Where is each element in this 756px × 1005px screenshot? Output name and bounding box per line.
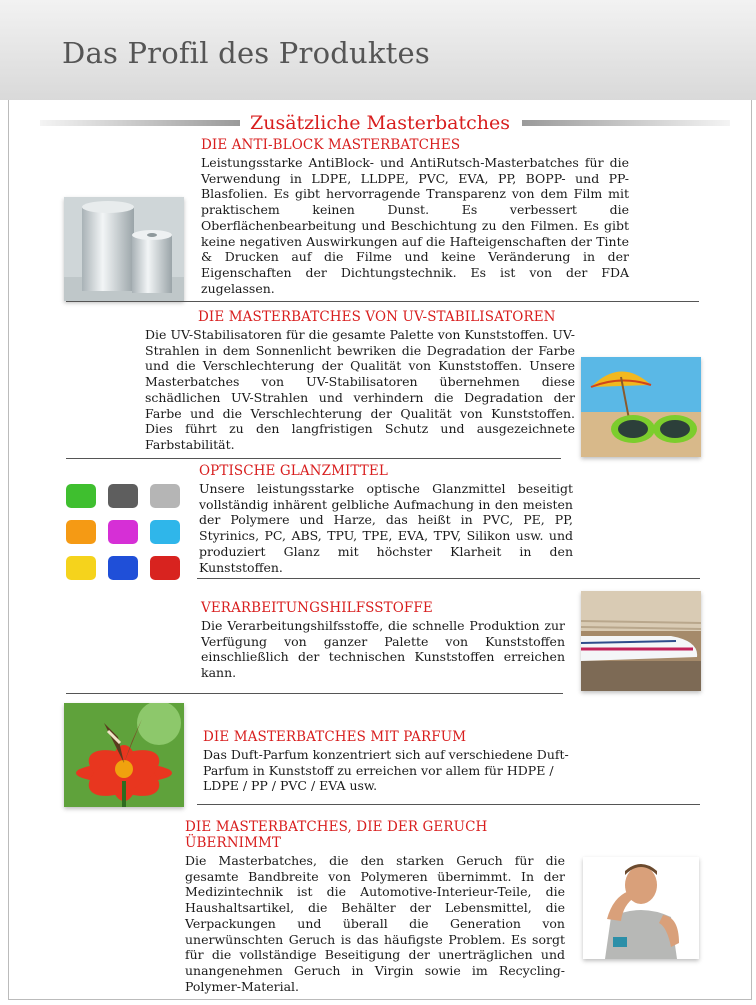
divider (66, 458, 561, 459)
section-title: DIE MASTERBATCHES VON UV-STABILISATOREN (198, 309, 556, 325)
section-banner (40, 112, 730, 134)
banner-bar-left (40, 120, 240, 126)
section-verarbeitungshilfsstoffe (201, 600, 565, 681)
section-title: VERARBEITUNGSHILFSSTOFFE (201, 600, 433, 616)
page-header (0, 0, 756, 100)
man-holding-nose-image (583, 857, 699, 959)
section-text: Leistungsstarke AntiBlock- und AntiRutsch-Masterbatches für die Verwendung in LDPE, LLDPE, PVC, EVA, PP, BOPP- und PP-Blasfolien. Es gibt hervorragende Transparenz von dem Film mit praktischem keinen Dunst. Es verbessert die Oberflächenbearbeitung und Beschichtung zu den Filmen. Es gibt keine negativen Auswirkungen auf die Hafteigenschaften der Tinte & Drucken auf die Filme und keine Veränderung in der Eigenschaften der Dichtungstechnik. Es ist von der FDA zugelassen. (201, 155, 629, 296)
section-uv-stabilisatoren (145, 309, 575, 453)
section-title: OPTISCHE GLANZMITTEL (199, 463, 388, 479)
section-title: DIE MASTERBATCHES, DIE DER GERUCH ÜBERNIMMT (185, 819, 488, 851)
section-text: Das Duft-Parfum konzentriert sich auf verschiedene Duft-Parfum in Kunststoff zu erreichen vor allem für HDPE / LDPE / PP / PVC / EVA usw. (203, 747, 569, 794)
section-optische-glanzmittel (199, 463, 573, 575)
film-rolls-image (64, 197, 184, 301)
section-text: Unsere leistungsstarke optische Glanzmittel beseitigt vollständig inhärent gelbliche Aufmachung in den meisten der Polymere und Harze, das heißt in PVC, PE, PP, Styrinics, PC, ABS, TPU, TPE, EVA, TPV, Silikon usw. und produziert Glanz mit höchster Klarheit in den Kunststoffen. (199, 481, 573, 575)
train-image (581, 591, 701, 691)
divider (197, 578, 700, 579)
divider (197, 804, 700, 805)
divider (66, 693, 563, 694)
section-title: DIE ANTI-BLOCK MASTERBATCHES (201, 137, 461, 153)
butterfly-flower-image (64, 703, 184, 807)
glossy-buttons-image (64, 480, 184, 584)
sunglasses-umbrella-image (581, 357, 701, 457)
section-title: DIE MASTERBATCHES MIT PARFUM (203, 729, 467, 745)
banner-bar-right (522, 120, 730, 126)
section-text: Die Verarbeitungshilfsstoffe, die schnelle Produktion zur Verfügung von ganzer Palette von Kunststoffen einschließlich der technischen Kunststoffen erreichen kann. (201, 618, 565, 681)
section-text: Die UV-Stabilisatoren für die gesamte Palette von Kunststoffen. UV-Strahlen in dem Sonnenlicht bewriken die Degradation der Farbe und die Verschlechterung der Qualität von Kunststoffen. Unsere Masterbatches von UV-Stabilisatoren übernehmen diese schädlichen UV-Strahlen und verhindern die Degradation der Farbe und die Verschlechterung der Qualität von Kunststoffen. Dies führt zu den langfristigen Schutz und ausgezeichnete Farbstabilität. (145, 327, 575, 452)
section-geruch (185, 819, 565, 994)
page-title: Das Profil des Produktes (62, 36, 430, 70)
section-masterbatches-parfum (203, 729, 569, 794)
section-text: Die Masterbatches, die den starken Geruch für die gesamte Bandbreite von Polymeren übernimmt. In der Medizintechnik ist die Automotive-Interieur-Teile, die Haushaltsartikel, die Behälter der Lebensmittel, die Verpackungen und überall die Generation von unerwünschten Geruch is das häufigste Problem. Es sorgt für die vollständige Beseitigung der unerträglichen und unangenehmen Geruch in Virgin sowie im Recycling-Polymer-Material. (185, 853, 565, 994)
banner-title: Zusätzliche Masterbatches (250, 112, 510, 134)
section-anti-block (201, 137, 629, 296)
divider (66, 301, 699, 302)
